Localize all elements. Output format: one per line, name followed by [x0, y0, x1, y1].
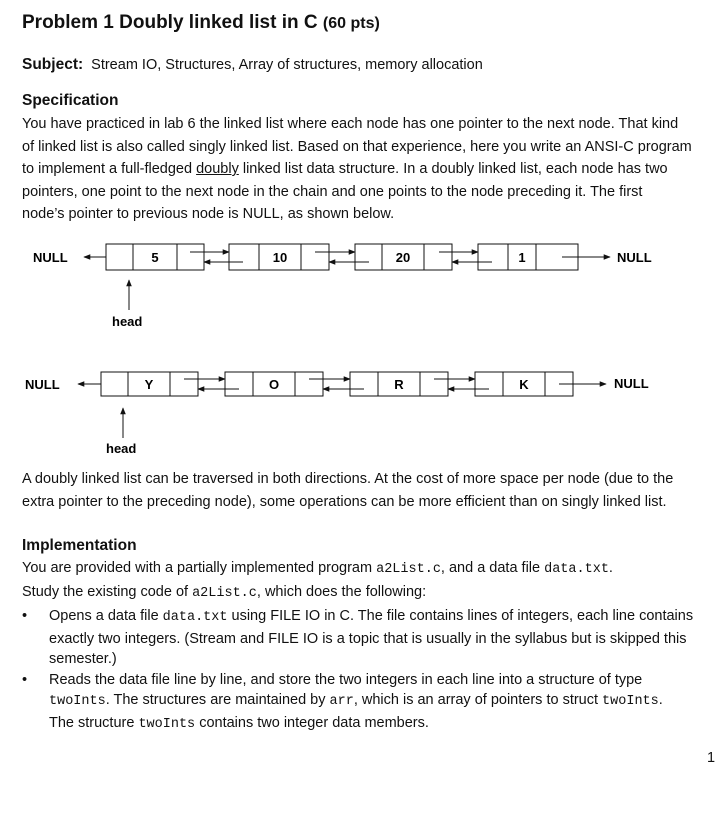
spec-line-1: You have practiced in lab 6 the linked list where each node has one pointer to the next node. That kind — [22, 116, 679, 132]
implementation-heading: Implementation — [22, 537, 137, 554]
list-node — [475, 372, 573, 396]
list-node — [229, 244, 329, 270]
head-label: head — [112, 314, 143, 329]
spec-line-3-pre: to implement a full-fledged — [22, 161, 197, 177]
impl-line-2 — [22, 581, 718, 606]
impl-l2-post: , which does the following: — [256, 583, 427, 600]
list-node — [350, 372, 448, 396]
title-main: Problem 1 Doubly linked list in C — [22, 12, 318, 33]
node-value: K — [519, 377, 529, 392]
code-type-twoints: twoInts — [602, 694, 659, 709]
linked-list-diagram-letters — [0, 358, 720, 468]
code-filename-data: data.txt — [162, 610, 228, 625]
linked-list-diagram-numbers — [0, 232, 720, 342]
null-left-label: NULL — [25, 377, 60, 392]
code-type-twoints: twoInts — [138, 716, 196, 732]
b2-l2-mid2: , which is an array of pointers to struct — [353, 692, 603, 708]
list-node — [106, 244, 204, 270]
node-value: Y — [144, 377, 154, 392]
head-label: head — [106, 441, 137, 456]
null-right-label: NULL — [614, 376, 649, 391]
code-type-twoints: twoInts — [49, 694, 106, 709]
spec-line-5: node’s pointer to previous node is NULL, as shown below. — [22, 206, 395, 222]
impl-l1-mid: , and a data file — [440, 560, 545, 576]
list-item — [22, 606, 718, 670]
subject-text: Stream IO, Structures, Array of structures, memory allocation — [91, 57, 483, 73]
spec-line-4: pointers, one point to the next node in the chain and one points to the node preceding it. The first — [22, 183, 643, 200]
code-var-arr: arr — [329, 694, 354, 709]
node-value: R — [394, 377, 404, 392]
bullet-list — [22, 606, 718, 735]
impl-l1-pre: You are provided with a partially implemented program — [22, 560, 377, 576]
b2-l3-pre: The structure — [49, 714, 139, 731]
title-points: (60 pts) — [322, 15, 380, 32]
spec-line-2: of linked list is also called singly linked list. Based on that experience, here you write an ANSI-C program — [22, 138, 692, 155]
list-node — [225, 372, 323, 396]
subject-line — [22, 56, 483, 74]
code-filename-a2list: a2List.c — [192, 585, 257, 601]
list-node — [101, 372, 198, 396]
subject-label: Subject: — [22, 56, 84, 73]
bullet-1-line-1 — [49, 606, 718, 629]
specification-paragraph — [22, 113, 718, 226]
bullet-symbol: • — [22, 608, 28, 624]
page-number: 1 — [707, 750, 716, 766]
bullet-2-line-1: Reads the data file line by line, and store the two integers in each line into a structure of type — [49, 671, 643, 688]
b1-l1-post: using FILE IO in C. The file contains lines of integers, each line contains — [227, 608, 694, 624]
impl-l2-pre: Study the existing code of — [22, 583, 193, 600]
node-value: 20 — [395, 250, 411, 265]
node-value: 10 — [272, 250, 288, 265]
code-filename-a2list: a2List.c — [376, 562, 441, 577]
implementation-paragraph — [22, 557, 718, 605]
node-value: O — [268, 377, 280, 392]
traversal-paragraph — [22, 468, 718, 513]
bullet-2-line-3 — [49, 713, 718, 736]
b2-l2-end: . — [658, 692, 663, 708]
code-filename-data: data.txt — [544, 562, 609, 577]
node-value: 1 — [518, 250, 526, 265]
bullet-1-line-2: exactly two integers. (Stream and FILE IO is a topic that is usually in the syllabus but is skipped this — [49, 630, 687, 647]
b1-l1-pre: Opens a data file — [49, 608, 163, 624]
b2-l3-post: contains two integer data members. — [195, 714, 429, 731]
null-right-label: NULL — [617, 250, 652, 265]
b2-l2-mid: . The structures are maintained by — [105, 692, 330, 708]
specification-heading: Specification — [22, 92, 119, 109]
null-left-label: NULL — [33, 250, 68, 265]
traversal-line-1: A doubly linked list can be traversed in both directions. At the cost of more space per node (due to the — [22, 471, 674, 487]
list-item — [22, 670, 718, 736]
traversal-line-2: extra pointer to the preceding node), some operations can be more efficient than on singly linked list. — [22, 493, 667, 510]
impl-l1-end: . — [608, 560, 613, 576]
spec-line-3-post: linked list data structure. In a doubly linked list, each node has two — [238, 161, 668, 177]
spec-line-3 — [22, 158, 718, 181]
list-node — [355, 244, 452, 270]
page-title — [22, 12, 380, 34]
node-value: 5 — [151, 250, 159, 265]
impl-line-1 — [22, 557, 718, 582]
bullet-symbol: • — [22, 671, 28, 688]
bullet-2-line-2 — [49, 690, 718, 713]
bullet-1-line-3: semester.) — [49, 651, 117, 667]
spec-underlined-doubly: doubly — [196, 161, 239, 177]
